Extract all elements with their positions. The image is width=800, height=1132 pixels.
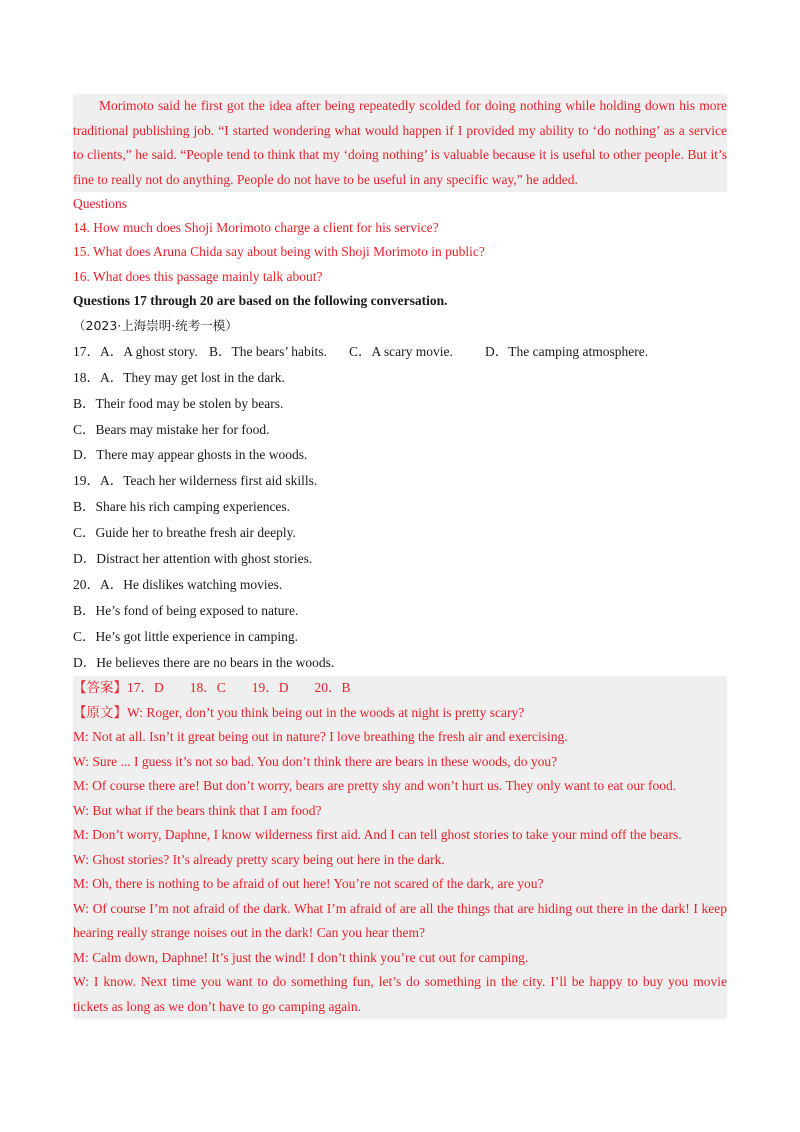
option-line: B．Their food may be stolen by bears. [73, 396, 284, 411]
question-17-options [73, 343, 648, 361]
transcript-line: M: Calm down, Daphne! It’s just the wind! I don’t think you’re cut out for camping. [73, 949, 529, 965]
answer-block [73, 676, 727, 1019]
transcript-line: M: Not at all. Isn’t it great being out in nature? I love breathing the fresh air and exercising. [73, 729, 568, 744]
transcript-tag: 【原文】 [73, 704, 127, 720]
answer-18: 18．C [189, 680, 226, 695]
option-line: B．He’s fond of being exposed to nature. [73, 603, 299, 618]
question-16: 16. What does this passage mainly talk about? [73, 269, 323, 284]
passage-paragraph: Morimoto said he first got the idea after being repeatedly scolded for doing nothing while holding down his more traditional publishing job. “I started wondering what would happen if I provided my ability to ‘do nothing’ as a service to clients,” he said. “People tend to think that my ‘doing nothing’ is valuable because it is useful to other people. But it’s fine to really not do anything. People do not have to be useful in any specific way,” he added. [73, 94, 727, 192]
q17-option-d: D．The camping atmosphere. [485, 344, 649, 359]
option-line: B．Share his rich camping experiences. [73, 499, 291, 514]
answer-20: 20．B [314, 680, 351, 695]
source-note: （2023·上海崇明·统考一模） [73, 318, 238, 333]
questions-label: Questions [73, 196, 127, 211]
transcript-line: M: Of course there are! But don’t worry, bears are pretty shy and won’t hurt us. They only want to eat our food. [73, 778, 677, 793]
q17-option-c: C．A scary movie. [349, 344, 453, 359]
transcript-line: W: Ghost stories? It’s already pretty scary being out here in the dark. [73, 851, 445, 867]
answer-line [73, 676, 727, 701]
option-line: D．Distract her attention with ghost stories. [73, 551, 313, 566]
question-15: 15. What does Aruna Chida say about being with Shoji Morimoto in public? [73, 244, 485, 259]
transcript-line: 【原文】W: Roger, don’t you think being out in the woods at night is pretty scary? [73, 704, 525, 720]
transcript-line: W: I know. Next time you want to do something fun, let’s do something in the city. I’ll be happy to buy you movie tickets as long as we don’t have to go camping again. [73, 974, 727, 1014]
q17-option-a: 17．A．A ghost story. [73, 344, 198, 359]
transcript-line: M: Don’t worry, Daphne, I know wilderness first aid. And I can tell ghost stories to take your mind off the bears. [73, 827, 682, 842]
option-line: 19．A．Teach her wilderness first aid skills. [73, 473, 318, 488]
option-line: 18．A．They may get lost in the dark. [73, 370, 285, 385]
section-heading: Questions 17 through 20 are based on the following conversation. [73, 293, 448, 308]
q17-option-b: B．The bears’ habits. [209, 344, 327, 359]
option-line: D．He believes there are no bears in the woods. [73, 655, 335, 670]
option-line: C．He’s got little experience in camping. [73, 629, 298, 644]
option-line: C．Bears may mistake her for food. [73, 422, 270, 437]
option-line: C．Guide her to breathe fresh air deeply. [73, 525, 296, 540]
option-line: 20．A．He dislikes watching movies. [73, 577, 283, 592]
answer-tag: 【答案】 [73, 680, 127, 695]
transcript-line: W: But what if the bears think that I am food? [73, 802, 322, 818]
option-line: D．There may appear ghosts in the woods. [73, 447, 308, 462]
answer-19: 19．D [251, 680, 289, 695]
question-14: 14. How much does Shoji Morimoto charge a client for his service? [73, 220, 439, 235]
answer-17: 17．D [127, 680, 164, 695]
transcript-line: W: Of course I’m not afraid of the dark. What I’m afraid of are all the things that are hiding out there in the dark! I keep hearing really strange noises out in the dark! Can you hear them? [73, 900, 727, 940]
transcript-line: W: Sure ... I guess it’s not so bad. You don’t think there are bears in these woods, do you? [73, 753, 558, 769]
transcript-line: M: Oh, there is nothing to be afraid of out here! You’re not scared of the dark, are you? [73, 876, 544, 891]
